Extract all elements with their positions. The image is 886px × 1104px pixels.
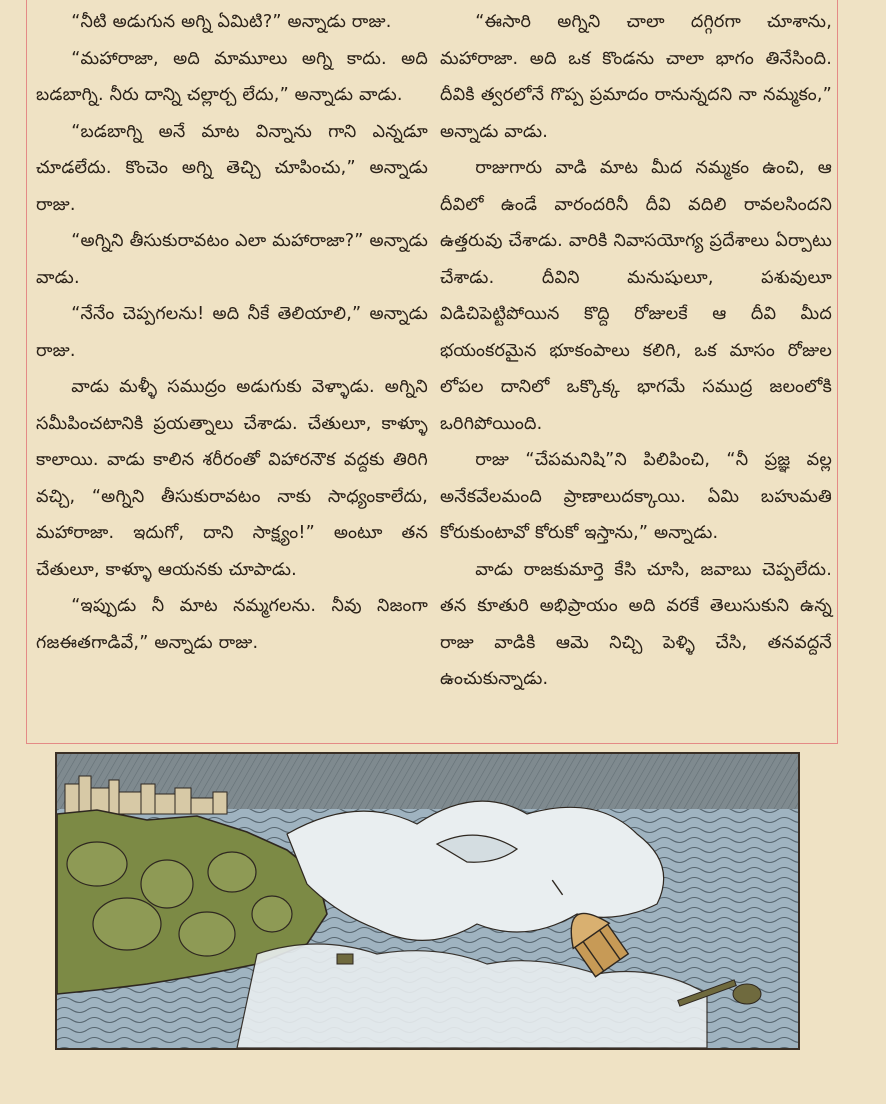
- story-paragraph: “బడబాగ్ని అనే మాట విన్నాను గాని ఎన్నడూ చూడలేదు. కొంచెం అగ్ని తెచ్చి చూపించు,” అన్నాడు రాజు.: [36, 121, 428, 215]
- story-paragraph: రాజుగారు వాడి మాట మీద నమ్మకం ఉంచి, ఆ దీవిలో ఉండే వారందరినీ దీవి వదిలి రావలసిందని ఉత్తరువు చేశాడు. వారికి నివాసయోగ్య ప్రదేశాలు ఏర్పాటు చేశాడు. దీవిని మనుషులూ, పశువులూ విడిచిపెట్టిపోయిన కొద్ది రోజులకే ఆ దీవి మీద భయంకరమైన భూకంపాలు కలిగి, ఒక మాసం రోజుల లోపల దానిలో ఒక్కొక్క భాగమే సముద్ర జలంలోకి ఒరిగిపోయింది.: [440, 158, 832, 434]
- left-column: [36, 4, 428, 661]
- story-paragraph: వాడు మళ్ళీ సముద్రం అడుగుకు వెళ్ళాడు. అగ్నిని సమీపించటానికి ప్రయత్నాలు చేశాడు. చేతులూ, కాళ్ళూ కాలాయి. వాడు కాలిన శరీరంతో విహారనౌక వద్దకు తిరిగి వచ్చి, “అగ్నిని తీసుకురావటం నాకు సాధ్యంకాలేదు, మహారాజా. ఇదుగో, దాని సాక్ష్యం!” అంటూ తన చేతులూ, కాళ్ళూ ఆయనకు చూపాడు.: [36, 377, 428, 580]
- right-column: [440, 4, 832, 698]
- story-paragraph: “నేనేం చెప్పగలను! అది నీకే తెలియాలి,” అన్నాడు రాజు.: [36, 304, 428, 361]
- story-paragraph: “ఈసారి అగ్నిని చాలా దగ్గిరగా చూశాను, మహారాజా. అది ఒక కొండను చాలా భాగం తినేసింది. దీవికి త్వరలోనే గొప్ప ప్రమాదం రానున్నదని నా నమ్మకం,” అన్నాడు వాడు.: [440, 12, 832, 142]
- story-paragraph: “ఇప్పుడు నీ మాట నమ్మగలను. నీవు నిజంగా గజఈతగాడివే,” అన్నాడు రాజు.: [36, 596, 428, 653]
- sinking-island-drawing: [57, 754, 798, 1048]
- story-paragraph: “మహారాజా, అది మామూలు అగ్ని కాదు. అది బడబాగ్ని. నీరు దాన్ని చల్లార్చ లేదు,” అన్నాడు వాడు.: [36, 48, 428, 105]
- story-paragraph: వాడు రాజకుమార్తె కేసి చూసి, జవాబు చెప్పలేదు. తన కూతురి అభిప్రాయం అది వరకే తెలుసుకుని ఉన్న రాజు వాడికి ఆమె నిచ్చి పెళ్ళి చేసి, తనవద్దనే ఉంచుకున్నాడు.: [440, 559, 832, 689]
- story-illustration: [55, 752, 800, 1050]
- story-paragraph: “అగ్నిని తీసుకురావటం ఎలా మహారాజా?” అన్నాడు వాడు.: [36, 231, 428, 288]
- story-paragraph: “నీటి అడుగున అగ్ని ఏమిటి?” అన్నాడు రాజు.: [71, 12, 392, 32]
- story-paragraph: రాజు “చేపమనిషి”ని పిలిపించి, “నీ ప్రజ్ఞ వల్ల అనేకవేలమంది ప్రాణాలుదక్కాయి. ఏమి బహుమతి కోరుకుంటావో కోరుకో ఇస్తాను,” అన్నాడు.: [440, 450, 832, 543]
